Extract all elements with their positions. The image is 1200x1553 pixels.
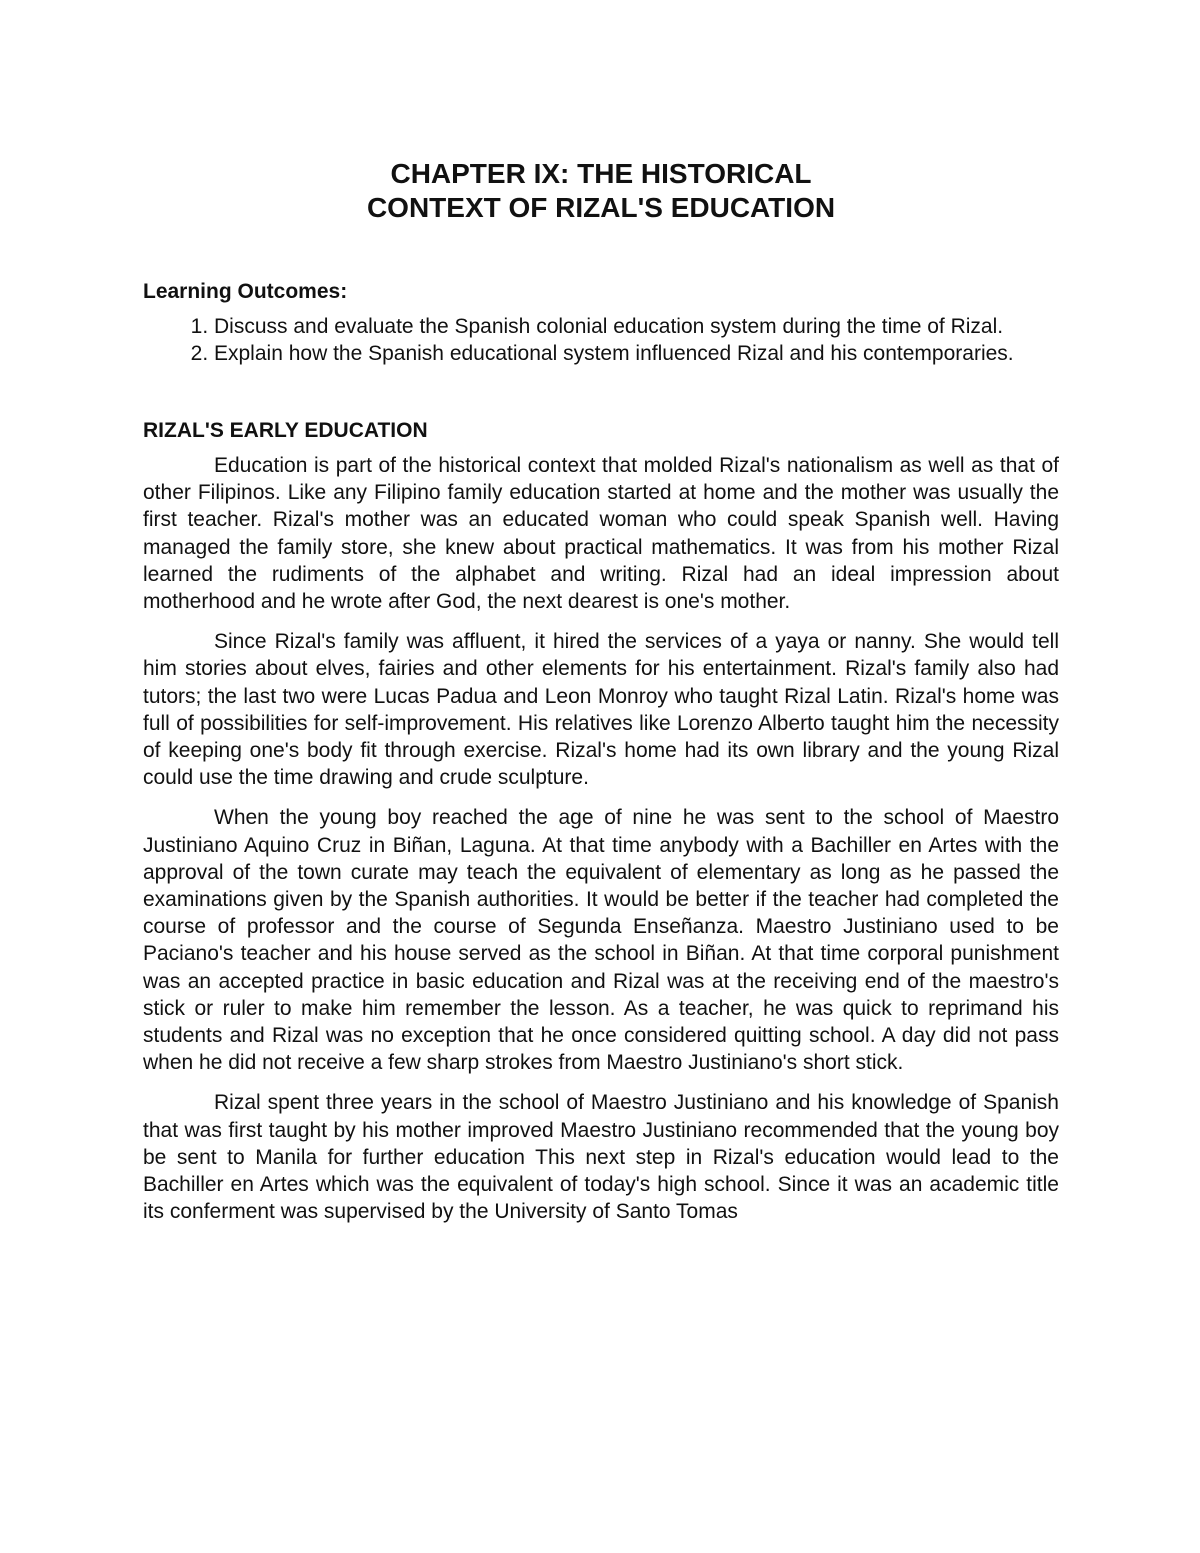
document-page xyxy=(143,157,1059,1238)
chapter-title-line-1: CHAPTER IX: THE HISTORICAL xyxy=(390,158,812,189)
chapter-title-line-2: CONTEXT OF RIZAL'S EDUCATION xyxy=(366,192,836,223)
body-paragraph: Education is part of the historical context that molded Rizal's nationalism as well as that of other Filipinos. Like any Filipino family education started at home and the mother was usually the first teacher. Rizal's mother was an educated woman who could speak Spanish well. Having managed the family store, she knew about practical mathematics. It was from his mother Rizal learned the rudiments of the alphabet and writing. Rizal had an ideal impression about motherhood and he wrote after God, the next dearest is one's mother. xyxy=(143,454,1059,614)
section-heading: RIZAL'S EARLY EDUCATION xyxy=(143,419,428,442)
body-paragraph: When the young boy reached the age of nine he was sent to the school of Maestro Justiniano Aquino Cruz in Biñan, Laguna. At that time anybody with a Bachiller en Artes with the approval of the town curate may teach the equivalent of elementary as long as he passed the examinations given by the Spanish authorities. It would be better if the teacher had completed the course of professor and the course of Segunda Enseñanza. Maestro Justiniano used to be Paciano's teacher and his house served as the school in Biñan. At that time corporal punishment was an accepted practice in basic education and Rizal was at the receiving end of the maestro's stick or ruler to make him remember the lesson. As a teacher, he was quick to reprimand his students and Rizal was no exception that he once considered quitting school. A day did not pass when he did not receive a few sharp strokes from Maestro Justiniano's short stick. xyxy=(143,806,1059,1075)
learning-outcomes-heading: Learning Outcomes: xyxy=(143,280,348,303)
learning-outcome-item: 1. Discuss and evaluate the Spanish colonial education system during the time of Rizal. xyxy=(214,313,1059,340)
chapter-title xyxy=(143,157,1059,225)
learning-outcome-item: 2. Explain how the Spanish educational system influenced Rizal and his contemporaries. xyxy=(214,340,1059,367)
body-paragraph: Rizal spent three years in the school of Maestro Justiniano and his knowledge of Spanish that was first taught by his mother improved Maestro Justiniano recommended that the young boy be sent to Manila for further education This next step in Rizal's education would lead to the Bachiller en Artes which was the equivalent of today's high school. Since it was an academic title its conferment was supervised by the University of Santo Tomas xyxy=(143,1091,1059,1224)
body-paragraph: Since Rizal's family was affluent, it hired the services of a yaya or nanny. She would tell him stories about elves, fairies and other elements for his entertainment. Rizal's family also had tutors; the last two were Lucas Padua and Leon Monroy who taught Rizal Latin. Rizal's home was full of possibilities for self-improvement. His relatives like Lorenzo Alberto taught him the necessity of keeping one's body fit through exercise. Rizal's home had its own library and the young Rizal could use the time drawing and crude sculpture. xyxy=(143,630,1059,790)
learning-outcomes-list xyxy=(143,313,1059,367)
